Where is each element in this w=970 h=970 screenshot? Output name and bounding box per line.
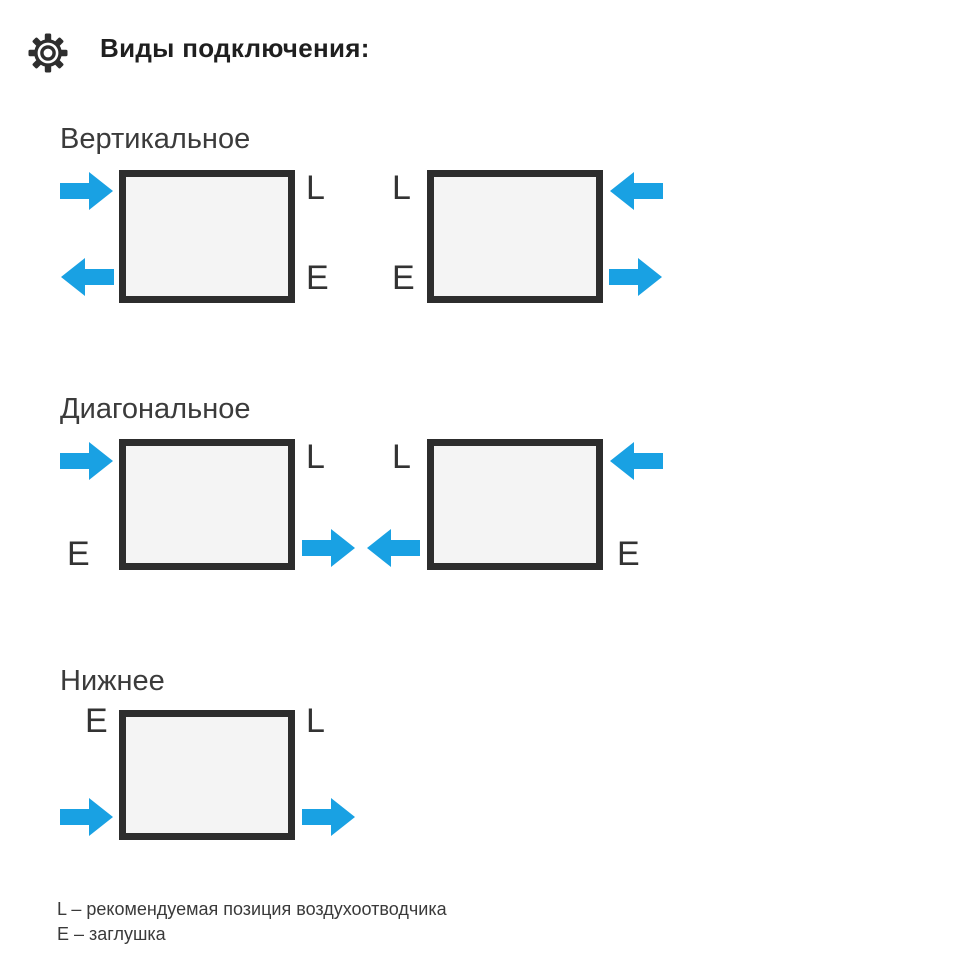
- outlet-arrow-right: [302, 797, 356, 837]
- legend-line-l: L – рекомендуемая позиция воздухоотводчика: [57, 899, 447, 919]
- port-label: E: [617, 535, 640, 573]
- section-label-bottom: Нижнее: [60, 665, 165, 697]
- outlet-arrow-left: [60, 257, 114, 297]
- inlet-arrow-right: [60, 797, 114, 837]
- inlet-arrow-right: [60, 171, 114, 211]
- legend-line-e: E – заглушка: [57, 924, 166, 944]
- port-label: E: [85, 702, 108, 740]
- inlet-arrow-left: [609, 171, 663, 211]
- port-label: E: [67, 535, 90, 573]
- inlet-arrow-left: [609, 441, 663, 481]
- radiator-rect: [119, 439, 295, 570]
- page-title: Виды подключения:: [100, 33, 370, 63]
- outlet-arrow-right: [302, 528, 356, 568]
- radiator-rect: [119, 710, 295, 840]
- port-label: L: [306, 438, 325, 476]
- port-label: L: [392, 438, 411, 476]
- radiator-rect: [427, 439, 603, 570]
- gear-icon: [28, 33, 68, 73]
- port-label: E: [306, 259, 329, 297]
- outlet-arrow-right: [609, 257, 663, 297]
- radiator-rect: [427, 170, 603, 303]
- outlet-arrow-left: [366, 528, 420, 568]
- inlet-arrow-right: [60, 441, 114, 481]
- legend: [57, 897, 447, 947]
- port-label: L: [306, 169, 325, 207]
- radiator-rect: [119, 170, 295, 303]
- section-label-vertical: Вертикальное: [60, 123, 251, 155]
- section-label-diagonal: Диагональное: [60, 393, 251, 425]
- port-label: E: [392, 259, 415, 297]
- port-label: L: [392, 169, 411, 207]
- port-label: L: [306, 702, 325, 740]
